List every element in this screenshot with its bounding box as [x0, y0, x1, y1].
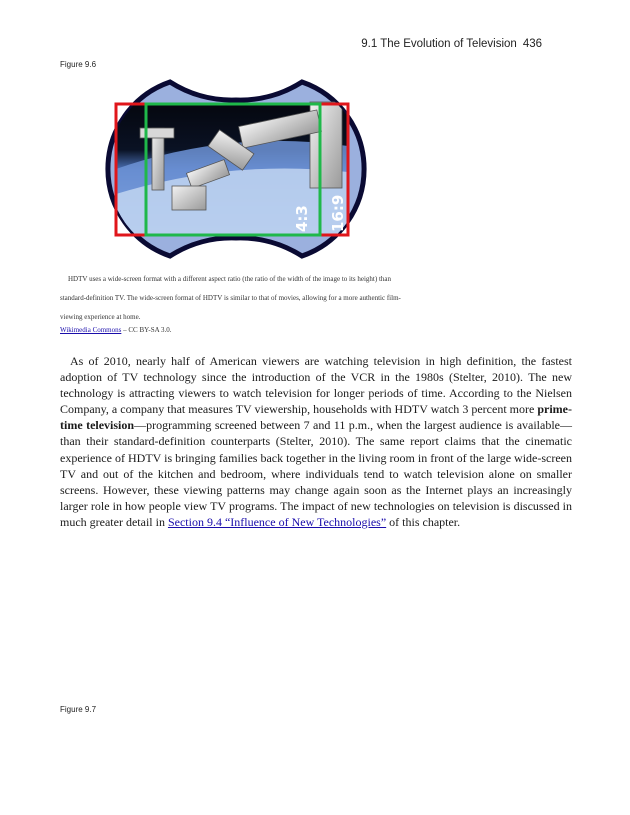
figure-9-7-label: Figure 9.7	[60, 705, 97, 714]
caption-text: HDTV uses a wide-screen format with a different aspect ratio (the ratio of the width of the image to its height) than standard-definition TV. The wide-screen format of HDTV is similar to that of movies, allowing for a more authentic film-viewing experience at home.	[60, 275, 401, 321]
figure-9-6-label: Figure 9.6	[60, 60, 97, 69]
figure-9-6-caption	[60, 270, 410, 327]
body-paragraph	[60, 353, 572, 530]
ratio-label-4-3: 4:3	[293, 205, 311, 232]
section-title: 9.1 The Evolution of Television	[361, 38, 517, 50]
credit-license: – CC BY-SA 3.0.	[121, 326, 172, 334]
page-number: 436	[522, 38, 542, 50]
credit-link[interactable]: Wikimedia Commons	[60, 326, 122, 334]
figure-9-6-credit	[60, 326, 172, 334]
paragraph-part-3: of this chapter.	[386, 514, 461, 529]
paragraph-part-2: —programming screened between 7 and 11 p.m., when the largest audience is available—than their standard-definition counterparts (Stelter, 2010). The same report claims that the cinematic experience of HDTV is bringing families back together in the living room in front of the large wide-screen TV and out of the kitchen and bedroom, where individuals tend to watch television alone on smaller screens. However, these viewing patterns may change again soon as the Internet plays an increasingly larger role in how people view TV programs. The impact of new technologies on television is discussed in much greater detail in	[60, 418, 572, 529]
space-photo	[116, 102, 348, 235]
paragraph	[60, 353, 572, 530]
paragraph-part-1: As of 2010, nearly half of American viewers are watching television in high definition, the fastest adoption of TV technology since the introduction of the VCR in the 1980s (Stelter, 2010). The new technology is attracting viewers to watch television for longer periods of time. According to the Nielsen Company, a company that measures TV viewership, households with HDTV watch 3 percent more	[60, 354, 572, 417]
section-link[interactable]: Section 9.4 “Influence of New Technologies”	[167, 514, 387, 529]
running-header	[361, 38, 542, 50]
figure-9-6-image	[60, 74, 410, 264]
bold-term: prime-time television	[60, 402, 572, 433]
ratio-label-16-9: 16:9	[329, 194, 347, 232]
